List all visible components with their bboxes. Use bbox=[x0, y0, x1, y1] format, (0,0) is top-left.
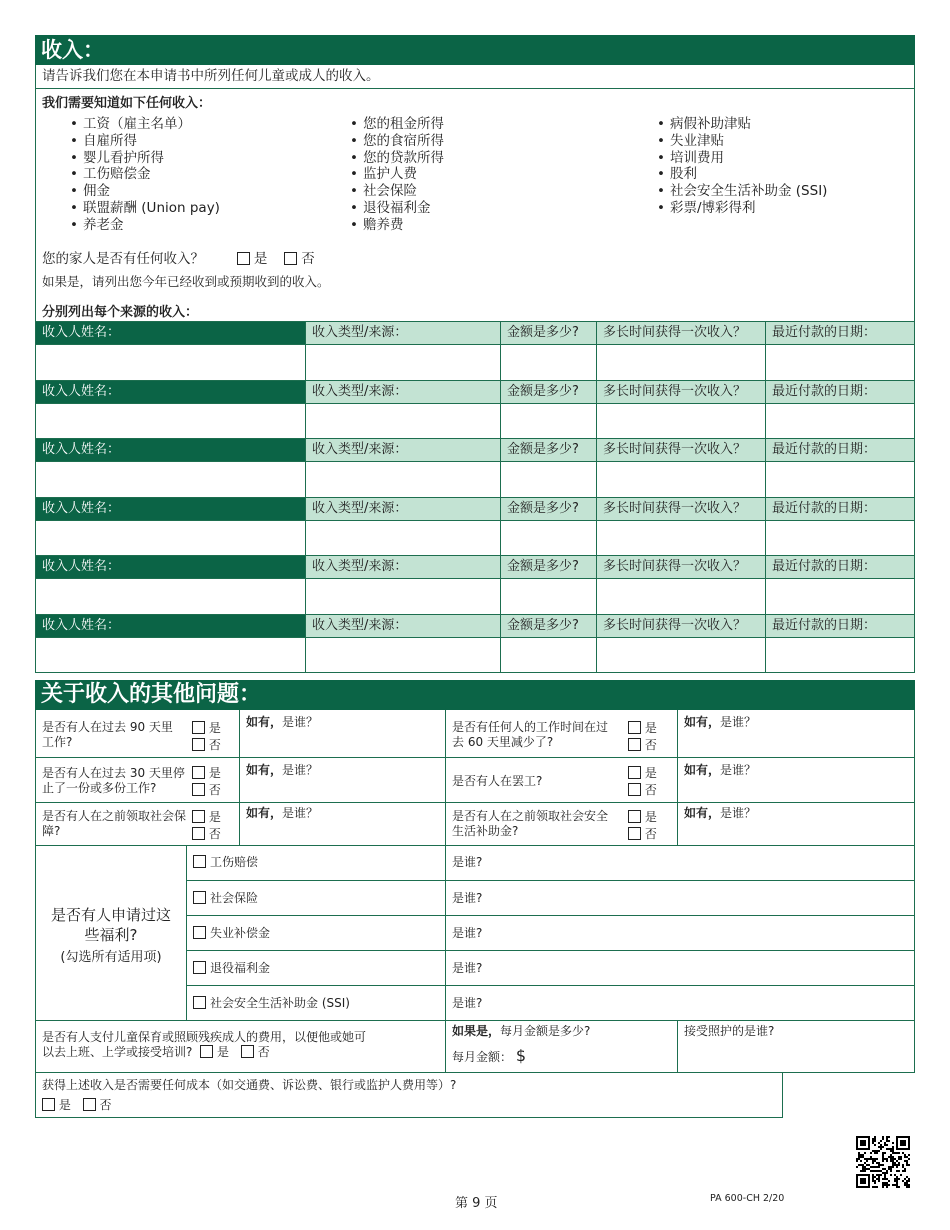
income-type-item: • 联盟薪酬 (Union pay) bbox=[70, 200, 220, 217]
q6-yesno: 是 否 bbox=[628, 809, 657, 843]
income-table-header-cell: 收入类型/来源： bbox=[305, 615, 500, 637]
check-all-note: (勾选所有适用项) bbox=[60, 950, 162, 965]
income-table-input-cell[interactable] bbox=[596, 404, 765, 439]
income-types-col2 bbox=[350, 116, 444, 234]
benefit-checkbox[interactable] bbox=[193, 891, 206, 904]
income-table-input-cell[interactable] bbox=[765, 462, 914, 497]
q2-who: 如有，是谁？ bbox=[684, 715, 757, 729]
q5-yesno: 是 否 bbox=[192, 809, 221, 843]
income-table-entry-row bbox=[36, 403, 914, 438]
income-table-header-cell: 最近付款的日期： bbox=[765, 615, 914, 637]
income-table-header-cell: 收入类型/来源： bbox=[305, 556, 500, 578]
q3-yesno: 是 否 bbox=[192, 765, 221, 799]
if-yes-list-note: 如果是，请列出您今年已经收到或预期收到的收入。 bbox=[42, 274, 330, 289]
income-type-item: • 您的食宿所得 bbox=[350, 133, 444, 150]
income-table-input-cell[interactable] bbox=[36, 345, 305, 380]
monthly-amount-question: 如果是，每月金额是多少? bbox=[452, 1024, 591, 1038]
q6-yes-checkbox[interactable] bbox=[628, 810, 641, 823]
income-table-entry-row bbox=[36, 637, 914, 672]
benefit-who-field[interactable]: 是谁? bbox=[452, 961, 483, 975]
benefit-label: 失业补偿金 bbox=[210, 926, 271, 940]
income-type-item: • 培训费用 bbox=[657, 150, 827, 167]
care-recipient-question: 接受照护的是谁? bbox=[684, 1024, 775, 1038]
income-table-input-cell[interactable] bbox=[36, 579, 305, 614]
benefit-checkbox[interactable] bbox=[193, 926, 206, 939]
household-yes-checkbox[interactable] bbox=[237, 252, 250, 265]
income-table-header-cell: 最近付款的日期： bbox=[765, 439, 914, 461]
childcare-no-checkbox[interactable] bbox=[241, 1045, 254, 1058]
income-table-input-cell[interactable] bbox=[596, 521, 765, 556]
benefits-list bbox=[187, 845, 914, 1020]
income-type-item: • 自雇所得 bbox=[70, 133, 220, 150]
other-questions-box bbox=[35, 710, 915, 1073]
q1-who: 如有，是谁？ bbox=[246, 715, 319, 729]
income-table-header-cell: 收入人姓名： bbox=[36, 615, 305, 637]
income-table-header-cell: 收入人姓名： bbox=[36, 498, 305, 520]
income-table-input-cell[interactable] bbox=[765, 345, 914, 380]
benefit-option[interactable] bbox=[193, 926, 270, 941]
income-table-header-row bbox=[36, 380, 914, 403]
income-table-entry-row bbox=[36, 344, 914, 379]
cost-question-box bbox=[35, 1073, 783, 1118]
income-table-input-cell[interactable] bbox=[500, 462, 596, 497]
benefit-row bbox=[187, 985, 914, 1020]
income-table-header-cell: 金额是多少? bbox=[500, 498, 596, 520]
income-table-input-cell[interactable] bbox=[596, 462, 765, 497]
income-type-item: • 社会安全生活补助金 (SSI) bbox=[657, 183, 827, 200]
yes-label: 是 bbox=[253, 251, 268, 267]
income-section-box bbox=[35, 65, 915, 673]
benefits-question: 是否有人申请过这些福利? bbox=[50, 906, 171, 944]
childcare-yes-checkbox[interactable] bbox=[200, 1045, 213, 1058]
no-label: 否 bbox=[301, 251, 315, 267]
income-table-header-cell: 收入人姓名： bbox=[36, 556, 305, 578]
income-table-header-cell: 多长时间获得一次收入？ bbox=[596, 381, 765, 403]
income-table-header-cell: 收入人姓名： bbox=[36, 322, 305, 344]
income-table-header-cell: 收入类型/来源： bbox=[305, 439, 500, 461]
benefit-who-field[interactable]: 是谁? bbox=[452, 855, 483, 869]
income-table-input-cell[interactable] bbox=[305, 345, 500, 380]
income-table-input-cell[interactable] bbox=[305, 638, 500, 673]
income-table-input-cell[interactable] bbox=[596, 579, 765, 614]
income-table-header-cell: 多长时间获得一次收入？ bbox=[596, 498, 765, 520]
q-worked-90-days: 是否有人在过去 90 天里工作? bbox=[42, 720, 173, 749]
income-table-header-cell: 多长时间获得一次收入？ bbox=[596, 615, 765, 637]
q4-no-checkbox[interactable] bbox=[628, 783, 641, 796]
benefit-label: 工伤赔偿 bbox=[210, 855, 259, 869]
income-table-entry-row bbox=[36, 520, 914, 555]
household-no-checkbox[interactable] bbox=[284, 252, 297, 265]
income-table-header-cell: 金额是多少? bbox=[500, 322, 596, 344]
q4-who: 如有，是谁？ bbox=[684, 763, 757, 777]
income-table-input-cell[interactable] bbox=[305, 404, 500, 439]
q1-yesno: 是 否 bbox=[192, 720, 221, 754]
benefit-checkbox[interactable] bbox=[193, 961, 206, 974]
income-table-input-cell[interactable] bbox=[765, 579, 914, 614]
income-table-input-cell[interactable] bbox=[305, 579, 500, 614]
income-table-input-cell[interactable] bbox=[765, 638, 914, 673]
income-table-header-cell: 多长时间获得一次收入？ bbox=[596, 439, 765, 461]
q6-who: 如有，是谁？ bbox=[684, 806, 757, 820]
income-table-input-cell[interactable] bbox=[36, 462, 305, 497]
income-type-item: • 养老金 bbox=[70, 217, 220, 234]
benefit-option[interactable] bbox=[193, 961, 270, 976]
income-types-col1 bbox=[70, 116, 220, 234]
q3-no-checkbox[interactable] bbox=[192, 783, 205, 796]
income-table-input-cell[interactable] bbox=[500, 579, 596, 614]
income-table-input-cell[interactable] bbox=[500, 404, 596, 439]
income-table-header-cell: 收入人姓名： bbox=[36, 439, 305, 461]
income-table-header-cell: 最近付款的日期： bbox=[765, 498, 914, 520]
income-table-input-cell[interactable] bbox=[500, 345, 596, 380]
q-stopped-30-days: 是否有人在过去 30 天里停止了一份或多份工作? bbox=[42, 766, 185, 795]
benefit-label: 社会保险 bbox=[210, 891, 259, 905]
income-table-header-cell: 金额是多少? bbox=[500, 439, 596, 461]
income-table-header-row bbox=[36, 497, 914, 520]
benefit-row bbox=[187, 845, 914, 880]
income-table-header-row bbox=[36, 614, 914, 637]
q2-yesno: 是 否 bbox=[628, 720, 657, 754]
other-questions-title: 关于收入的其他问题： bbox=[35, 680, 915, 710]
need-heading: 我们需要知道如下任何收入： bbox=[42, 96, 212, 111]
childcare-question: 是否有人支付儿童保育或照顾残疾成人的费用，以便他或她可以去上班、上学或接受培训? 是 否 bbox=[42, 1030, 367, 1059]
income-table-header-cell: 金额是多少? bbox=[500, 381, 596, 403]
income-table-header-cell: 最近付款的日期： bbox=[765, 322, 914, 344]
q4-yes-checkbox[interactable] bbox=[628, 766, 641, 779]
form-code: PA 600-CH 2/20 bbox=[710, 1193, 785, 1204]
q-previous-social-security: 是否有人在之前领取社会保障? bbox=[42, 809, 187, 838]
q1-yes-checkbox[interactable] bbox=[192, 721, 205, 734]
income-table-header-cell: 多长时间获得一次收入？ bbox=[596, 556, 765, 578]
income-type-item: • 病假补助津贴 bbox=[657, 116, 827, 133]
income-type-item: • 彩票/博彩得利 bbox=[657, 200, 827, 217]
benefit-row bbox=[187, 950, 914, 985]
benefit-label: 社会安全生活补助金 (SSI) bbox=[210, 996, 350, 1010]
income-type-item: • 失业津贴 bbox=[657, 133, 827, 150]
benefit-row bbox=[187, 880, 914, 915]
q6-no-checkbox[interactable] bbox=[628, 827, 641, 840]
q2-no-checkbox[interactable] bbox=[628, 738, 641, 751]
qr-code bbox=[856, 1136, 910, 1188]
q3-yes-checkbox[interactable] bbox=[192, 766, 205, 779]
income-table-input-cell[interactable] bbox=[36, 638, 305, 673]
income-type-item: • 股利 bbox=[657, 166, 827, 183]
income-types-col3 bbox=[657, 116, 827, 217]
income-table-header-row bbox=[36, 438, 914, 461]
q-hours-reduced-60: 是否有任何人的工作时间在过去 60 天里减少了? bbox=[452, 720, 609, 749]
benefit-checkbox[interactable] bbox=[193, 855, 206, 868]
income-table-entry-row bbox=[36, 461, 914, 496]
income-table-header-cell: 最近付款的日期： bbox=[765, 556, 914, 578]
benefit-option[interactable] bbox=[193, 891, 258, 906]
benefit-option[interactable] bbox=[193, 996, 350, 1011]
benefit-checkbox[interactable] bbox=[193, 996, 206, 1009]
benefit-label: 退役福利金 bbox=[210, 961, 271, 975]
income-type-item: • 您的贷款所得 bbox=[350, 150, 444, 167]
income-type-item: • 工资（雇主名单） bbox=[70, 116, 220, 133]
benefit-who-field[interactable]: 是谁? bbox=[452, 926, 483, 940]
income-table-input-cell[interactable] bbox=[596, 345, 765, 380]
income-table-header-cell: 金额是多少? bbox=[500, 615, 596, 637]
income-table-header-cell: 收入类型/来源： bbox=[305, 498, 500, 520]
income-type-item: • 工伤赔偿金 bbox=[70, 166, 220, 183]
income-table-input-cell[interactable] bbox=[765, 404, 914, 439]
income-intro: 请告诉我们您在本申请书中所列任何儿童或成人的收入。 bbox=[36, 65, 914, 89]
q1-no-checkbox[interactable] bbox=[192, 738, 205, 751]
income-type-item: • 社会保险 bbox=[350, 183, 444, 200]
income-table-entry-row bbox=[36, 578, 914, 613]
q5-yes-checkbox[interactable] bbox=[192, 810, 205, 823]
benefit-row bbox=[187, 915, 914, 950]
cost-yes-checkbox[interactable] bbox=[42, 1098, 55, 1111]
q5-no-checkbox[interactable] bbox=[192, 827, 205, 840]
income-table-header-row bbox=[36, 321, 914, 344]
income-table-input-cell[interactable] bbox=[36, 404, 305, 439]
q3-who: 如有，是谁？ bbox=[246, 763, 319, 777]
cost-question: 获得上述收入是否需要任何成本（如交通费、诉讼费、银行或监护人费用等）? bbox=[42, 1078, 457, 1092]
cost-no-checkbox[interactable] bbox=[83, 1098, 96, 1111]
income-table-header-cell: 收入类型/来源： bbox=[305, 322, 500, 344]
benefit-option[interactable] bbox=[193, 855, 258, 870]
income-type-item: • 佣金 bbox=[70, 183, 220, 200]
income-table-header-cell: 金额是多少? bbox=[500, 556, 596, 578]
income-type-item: • 您的租金所得 bbox=[350, 116, 444, 133]
income-table-input-cell[interactable] bbox=[305, 462, 500, 497]
q-on-strike: 是否有人在罢工? bbox=[452, 774, 543, 788]
list-separately-heading: 分别列出每个来源的收入： bbox=[42, 305, 199, 320]
income-type-item: • 赡养费 bbox=[350, 217, 444, 234]
income-table-input-cell[interactable] bbox=[305, 521, 500, 556]
q2-yes-checkbox[interactable] bbox=[628, 721, 641, 734]
income-table-header-cell: 收入人姓名： bbox=[36, 381, 305, 403]
income-table-input-cell[interactable] bbox=[596, 638, 765, 673]
household-question-text: 您的家人是否有任何收入？ bbox=[42, 251, 204, 267]
income-table-header-cell: 多长时间获得一次收入？ bbox=[596, 322, 765, 344]
income-table-input-cell[interactable] bbox=[500, 638, 596, 673]
cost-yesno: 是 否 bbox=[42, 1098, 112, 1113]
income-table-header-cell: 最近付款的日期： bbox=[765, 381, 914, 403]
q-previous-ssi: 是否有人在之前领取社会安全生活补助金? bbox=[452, 809, 609, 838]
monthly-amount-field[interactable]: 每月金额： $ bbox=[452, 1046, 527, 1065]
page-number: 第 9 页 bbox=[455, 1196, 498, 1211]
income-table-input-cell[interactable] bbox=[36, 521, 305, 556]
q5-who: 如有，是谁？ bbox=[246, 806, 319, 820]
benefit-who-field[interactable]: 是谁? bbox=[452, 996, 483, 1010]
q4-yesno: 是 否 bbox=[628, 765, 657, 799]
income-table-input-cell[interactable] bbox=[765, 521, 914, 556]
income-table-header-row bbox=[36, 555, 914, 578]
benefit-who-field[interactable]: 是谁? bbox=[452, 891, 483, 905]
income-type-item: • 婴儿看护所得 bbox=[70, 150, 220, 167]
household-income-question bbox=[42, 247, 315, 267]
income-table-input-cell[interactable] bbox=[500, 521, 596, 556]
income-type-item: • 监护人费 bbox=[350, 166, 444, 183]
income-table-header-cell: 收入类型/来源： bbox=[305, 381, 500, 403]
income-type-item: • 退役福利金 bbox=[350, 200, 444, 217]
income-section-title: 收入： bbox=[35, 35, 915, 65]
